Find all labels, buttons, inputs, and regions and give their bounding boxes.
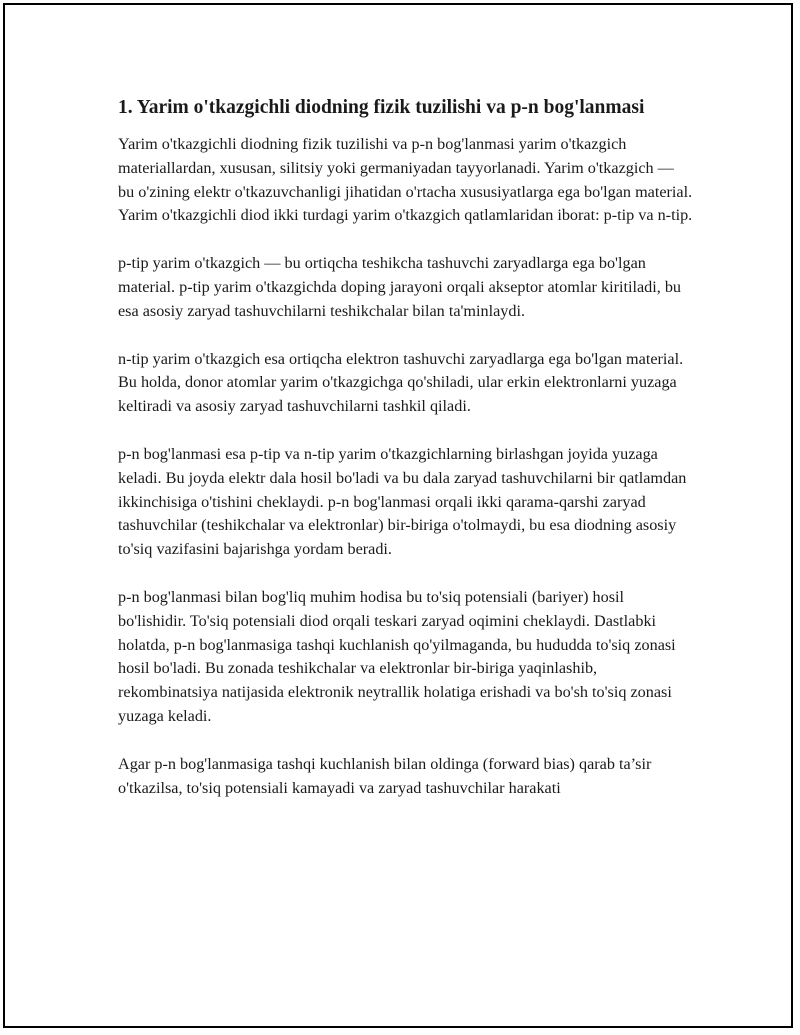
paragraph-4: p-n bog'lanmasi esa p-tip va n-tip yarim o'tkazgichlarning birlashgan joyida yuzaga keladi. Bu joyda elektr dala hosil bo'ladi va bu dala zaryad tashuvchilarni bir qatlamdan ikkinchisiga o'tishini cheklaydi. p-n bog'lanmasi orqali ikki qarama-qarshi zaryad tashuvchilar (teshikchalar va elektronlar) bir-biriga o'tolmaydi, bu esa diodning asosiy to'siq vazifasini bajarishga yordam beradi. — [118, 444, 687, 559]
paragraph-3: n-tip yarim o'tkazgich esa ortiqcha elektron tashuvchi zaryadlarga ega bo'lgan material. Bu holda, donor atomlar yarim o'tkazgichga qo'shiladi, ular erkin elektronlarni yuzaga keltiradi va asosiy zaryad tashuvchilarni tashkil qiladi. — [118, 349, 684, 416]
paragraph-1: Yarim o'tkazgichli diodning fizik tuzilishi va p-n bog'lanmasi yarim o'tkazgich materiallardan, xususan, silitsiy yoki germaniyadan tayyorlanadi. Yarim o'tkazgich — bu o'zining elektr o'tkazuvchanligi jihatidan o'rtacha xususiyatlarga ega bo'lgan material. Yarim o'tkazgichli diod ikki turdagi yarim o'tkazgich qatlamlaridan iborat: p-tip va n-tip. — [118, 135, 693, 225]
paragraph-2: p-tip yarim o'tkazgich — bu ortiqcha teshikcha tashuvchi zaryadlarga ega bo'lgan material. p-tip yarim o'tkazgichda doping jarayoni orqali akseptor atomlar kiritiladi, bu esa asosiy zaryad tashuvchilarni teshikchalar bilan ta'minlaydi. — [118, 254, 682, 320]
document-body — [118, 95, 693, 824]
paragraph-5: p-n bog'lanmasi bilan bog'liq muhim hodisa bu to'siq potensiali (bariyer) hosil bo'lishidir. To'siq potensiali diod orqali teskari zaryad oqimini cheklaydi. Dastlabki holatda, p-n bog'lanmasiga tashqi kuchlanish qo'yilmaganda, bu hududda to'siq zonasi hosil bo'ladi. Bu zonada teshikchalar va elektronlar bir-biriga yaqinlashib, rekombinatsiya natijasida elektronik neytrallik holatiga erishadi va bo'sh to'siq zonasi yuzaga keladi. — [118, 587, 676, 725]
paragraph-6: Agar p-n bog'lanmasiga tashqi kuchlanish bilan oldinga (forward bias) qarab ta’sir o'tkazilsa, to'siq potensiali kamayadi va zaryad tashuvchilar harakati — [118, 754, 652, 797]
section-title: 1. Yarim o'tkazgichli diodning fizik tuzilishi va p-n bog'lanmasi — [118, 97, 645, 118]
